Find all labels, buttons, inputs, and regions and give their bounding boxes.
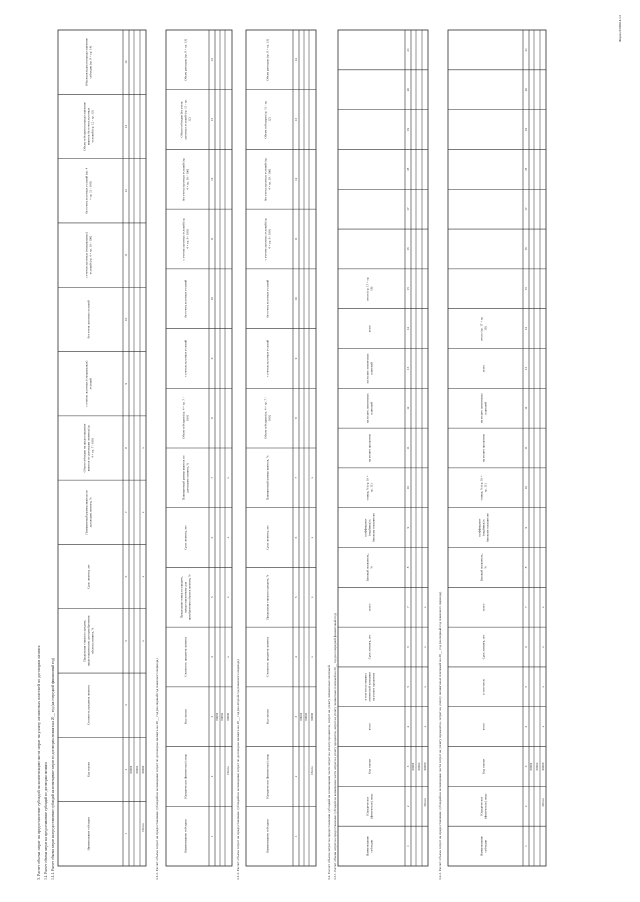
not-applicable-mark: x: [423, 606, 428, 609]
column-header: 4 × гр. 10 / 100): [185, 168, 190, 190]
column-header: Срок лизинга, лет: [183, 525, 188, 550]
column-number: 12: [124, 189, 129, 193]
column-header: без учета льготных условий: [183, 279, 188, 318]
column-number: 2: [524, 805, 529, 808]
column-number: 10: [294, 297, 299, 301]
column-number: 11: [294, 237, 299, 241]
column-header: договорам лизинга, %: [88, 497, 93, 528]
column-header: Предельная ставка по кредиту,: [82, 620, 87, 662]
column-header: 19): [369, 286, 374, 291]
column-header: Стоимость предмета лизинга: [265, 637, 270, 677]
column-number: 7: [294, 477, 299, 479]
column-header: 4 × гр. 7 / 100): [90, 438, 95, 458]
form-code-label: Форма 0506014-v3: [618, 15, 622, 42]
column-number: 7: [210, 477, 215, 479]
column-header: без учета льготных условий: [86, 300, 91, 339]
column-number: 4: [210, 656, 215, 658]
column-number: 2: [210, 775, 215, 778]
column-number: 21: [524, 48, 529, 52]
column-header: Наименование: [479, 836, 484, 857]
not-applicable-mark: x: [141, 447, 146, 449]
column-number: 5: [210, 596, 215, 599]
column-header: без учета льготных условий (гр.: [263, 157, 268, 202]
subsection-heading: 3.1. Расчет объема затрат на предоставление субсидий по договорам лизинга: [44, 762, 48, 880]
column-number: 16: [406, 247, 411, 251]
column-number: 15: [406, 287, 411, 291]
column-number: 10: [210, 297, 215, 301]
column-header: Срок лизинга, лет: [481, 634, 486, 660]
row-code: 00001: [215, 712, 220, 721]
not-applicable-mark: x: [310, 596, 315, 599]
column-number: 2: [294, 775, 299, 778]
column-header: всего: [481, 723, 486, 731]
table-frame: [58, 30, 146, 866]
row-code: 00001: [299, 712, 304, 721]
column-header: Объем субсидии (гр. 4 × гр. 7 /: [181, 397, 186, 439]
column-number: 14: [406, 326, 411, 331]
column-number: 13: [210, 117, 215, 122]
column-number: 10: [406, 486, 411, 490]
column-header: платежей: [369, 401, 374, 415]
column-number: 4: [406, 725, 411, 728]
not-applicable-mark: x: [541, 646, 546, 648]
column-header: всего: [367, 603, 372, 611]
column-number: 14: [124, 60, 129, 64]
column-header: гр. 11): [483, 483, 488, 493]
column-header: Объем субсидии на предоставление: [82, 423, 87, 473]
column-header: базовому показателю: [371, 513, 376, 543]
total-row-label: Итого: [423, 798, 428, 807]
column-number: 16: [524, 247, 529, 251]
column-number: 8: [124, 447, 129, 449]
column-header: Код строки: [367, 758, 372, 775]
column-header: Предельная ставка по кредиту, %: [265, 574, 270, 620]
not-applicable-mark: x: [541, 686, 546, 688]
column-header: 12): [187, 117, 192, 122]
column-header: (физическое) лицо: [369, 793, 374, 819]
column-number: 9: [124, 382, 129, 385]
column-number: 14: [294, 58, 299, 62]
column-header: всего: [367, 723, 372, 731]
section-heading: 3. Расчет объема затрат на предоставление субсидий на компенсацию части затрат на уплату лизинговых платежей по договорам лизинга: [36, 645, 41, 880]
column-header: договорам лизинга, %: [185, 462, 190, 493]
column-header: на уплату лизинговых: [479, 393, 484, 424]
column-number: 11: [124, 253, 129, 257]
column-header: предоставленному для: [183, 581, 188, 613]
column-header: 4 × гр. 10 / 100): [267, 168, 272, 190]
row-code: 00002: [304, 712, 309, 721]
column-number: 1: [294, 835, 299, 837]
column-number: 3: [294, 715, 299, 718]
column-number: 1: [406, 845, 411, 847]
column-number: 12: [294, 177, 299, 181]
column-header: в том числе: [481, 678, 486, 695]
column-header: 4 × гр. 9 / 100): [267, 229, 272, 249]
column-header: Наименование субсидии: [86, 817, 91, 851]
column-header: коэффициент: [477, 518, 482, 537]
column-number: 17: [524, 207, 529, 211]
column-number: 18: [524, 167, 529, 171]
column-header: условий (гр. 4 × гр. 10 / 100): [88, 235, 93, 275]
column-header: 19): [483, 326, 488, 331]
not-applicable-mark: x: [423, 646, 428, 648]
column-header: Юридическое: [365, 796, 370, 816]
column-header: Срок лизинга, лет: [265, 525, 270, 550]
column-number: 6: [406, 646, 411, 648]
column-header: 12): [267, 117, 272, 122]
total-row-code: 90000: [423, 762, 428, 771]
table-frame: [338, 30, 428, 866]
total-row-label: Итого: [541, 798, 546, 807]
column-number: 14: [210, 58, 215, 62]
not-applicable-mark: x: [423, 725, 428, 728]
column-number: 13: [124, 124, 129, 129]
column-number: 7: [124, 511, 129, 514]
column-number: 6: [294, 536, 299, 539]
row-code: 00002: [135, 765, 140, 774]
column-number: 13: [524, 366, 529, 370]
form-table-4: [327, 30, 428, 880]
column-number: 3: [406, 765, 411, 768]
total-row-label: Итого: [226, 766, 231, 775]
column-header: Код строки: [86, 761, 91, 778]
column-number: 1: [210, 835, 215, 837]
column-header: Планируемый размер авансов, %: [265, 455, 270, 501]
column-header: %: [483, 566, 488, 569]
column-header: платежей: [369, 362, 374, 375]
column-header: с учетом льготных (специальных): [84, 232, 89, 279]
column-header: без учета льготных условий: [265, 279, 270, 318]
column-number: 4: [124, 704, 129, 707]
row-code: 00001: [129, 765, 134, 774]
column-header: условий: [88, 378, 93, 390]
column-header: Срок лизинга, лет: [86, 564, 91, 589]
column-number: 12: [406, 406, 411, 410]
column-header: субсидии: [369, 839, 374, 853]
not-applicable-mark: x: [423, 686, 428, 688]
column-header: Объем расходов (гр. 8 + гр. 13): [265, 38, 270, 81]
column-header: предоставленному для приобретения: [86, 615, 91, 667]
not-applicable-mark: x: [226, 536, 231, 539]
column-header: Код строки: [265, 709, 270, 725]
column-number: 13: [294, 117, 299, 122]
column-number: 1: [124, 833, 129, 835]
column-header: ставка, % (гр. 10 ×: [365, 475, 370, 501]
column-header: Объем субсидии (гр. 4 × гр. 7 /: [263, 397, 268, 439]
column-number: 8: [294, 417, 299, 419]
column-number: 17: [406, 207, 411, 211]
column-header: Стоимость предмета лизинга: [183, 637, 188, 677]
form-table-5: [438, 30, 546, 880]
column-number: 19: [406, 127, 411, 132]
column-header: Объем расходов на предоставление: [84, 38, 89, 87]
row-code: 00002: [535, 762, 540, 771]
table-frame: [448, 30, 546, 866]
column-header: (физическое) лицо: [483, 793, 488, 819]
column-header: (надбавка) к: [481, 519, 486, 536]
column-number: 5: [294, 596, 299, 599]
column-header: с учетом льготных условий: [265, 339, 270, 377]
column-header: с учетом льготных (специальных): [84, 360, 89, 407]
column-header: в том числе затраты: [363, 673, 368, 701]
column-header: без учета льготных условий (гр.: [181, 157, 186, 202]
column-number: 2: [124, 768, 129, 771]
total-row-code: 90000: [226, 712, 231, 721]
column-header: Юридическое (физическое) лицо: [183, 753, 188, 799]
table-heading: 3.1.1. Расчет объема затрат на предоставление субсидий на возмещение затрат по договорам лизинга на 20__ год (на очередной финансовый год): [51, 657, 55, 880]
column-header: 100): [267, 415, 272, 422]
form-table-3: [236, 30, 316, 880]
column-header: ставка, % (гр. 10 ×: [479, 475, 484, 501]
column-header: льготных условий (гр. 11 - гр.: [183, 99, 188, 140]
column-header: без учета льготных условий (гр. 4: [84, 167, 89, 214]
total-row-label: Итого: [310, 766, 315, 775]
not-applicable-mark: x: [226, 596, 231, 599]
column-header: лизинговой компании: [367, 672, 372, 702]
column-header: Базовый показатель,: [365, 553, 370, 582]
column-number: 6: [210, 536, 215, 539]
column-number: 8: [524, 566, 529, 569]
column-header: субсидии: [483, 839, 488, 853]
column-number: 5: [524, 686, 529, 688]
column-number: 6: [524, 646, 529, 648]
not-applicable-mark: x: [141, 511, 146, 514]
table-subtitle: 3.2.1. Расчет объема затрат на предоставление субсидий на возмещение части затрат на уплату процентов, затрат на уплату лизинговых платежей на 20__ год (на очередной финансовый год): [333, 613, 337, 880]
column-header: Предельная ставка по кредиту,: [179, 576, 184, 619]
column-number: 7: [406, 606, 411, 609]
column-header: 100): [185, 415, 190, 422]
column-number: 8: [210, 417, 215, 419]
column-header: условий (гр. 12 - гр. 13): [90, 110, 95, 143]
column-number: 5: [406, 686, 411, 688]
total-row-code: 90000: [541, 762, 546, 771]
column-header: коэффициент: [363, 518, 368, 537]
column-header: × гр. 11 / 100): [88, 181, 93, 201]
column-header: объекта лизинга, %: [90, 627, 95, 655]
column-header: Планируемый размер авансов по: [84, 490, 89, 535]
column-header: приобретения объекта лизинга, %: [187, 574, 192, 621]
column-number: 9: [406, 526, 411, 529]
column-number: 6: [124, 575, 129, 578]
column-number: 9: [524, 526, 529, 529]
column-header: Юридическое: [479, 796, 484, 816]
column-header: платежей: [483, 401, 488, 415]
column-header: субсидии (гр. 8 + гр. 14): [88, 45, 93, 79]
not-applicable-mark: x: [541, 725, 546, 728]
column-header: базовому показателю: [485, 513, 490, 543]
column-number: 15: [524, 287, 529, 291]
column-header: Наименование субсидии: [265, 819, 270, 853]
column-number: 12: [524, 406, 529, 410]
column-header: Объем субсидии (гр. 11 - гр.: [263, 100, 268, 139]
column-header: на уплату процентов: [367, 433, 372, 463]
column-number: 10: [124, 317, 129, 321]
not-applicable-mark: x: [310, 536, 315, 539]
not-applicable-mark: x: [141, 640, 146, 642]
column-number: 20: [524, 88, 529, 92]
table-title: 3.2.2. Расчет объема затрат на предоставление субсидий на возмещение части затрат на уплату процентов, затрат на уплату лизинговых платежей на 20__ год (на первый год планового периода): [438, 591, 442, 880]
total-row-code: 90000: [310, 712, 315, 721]
column-header: с учетом льготных условий (гр.: [263, 217, 268, 261]
column-number: 4: [524, 725, 529, 728]
column-header: (надбавка) к: [367, 519, 372, 536]
column-header: Юридическое (физическое) лицо: [265, 753, 270, 799]
not-applicable-mark: x: [141, 575, 146, 578]
column-header: на уплату процентов: [481, 433, 486, 463]
column-header: всего: [481, 364, 486, 372]
column-header: Базовый показатель,: [479, 553, 484, 582]
column-number: 20: [406, 88, 411, 92]
column-header: Стоимость предмета лизинга: [86, 685, 91, 726]
column-header: на уплату лизинговых: [365, 393, 370, 424]
column-number: 11: [524, 446, 529, 450]
form-table-1: [58, 30, 146, 866]
column-header: Объем субсидии на предоставление: [82, 102, 87, 151]
total-row-label: Итого: [141, 823, 146, 832]
table-title: 3.1.2. Расчет объема затрат на предоставление субсидий на возмещение затрат по договорам лизинга на 20__ год (на первый год планового периода): [155, 658, 159, 880]
column-number: 2: [406, 805, 411, 808]
total-row-code: 90000: [141, 765, 146, 774]
column-header: итого (гр. 17 + гр.: [365, 276, 370, 301]
column-header: итого (гр. 17 + гр.: [479, 316, 484, 341]
column-number: 12: [210, 177, 215, 181]
column-number: 4: [294, 656, 299, 658]
column-header: 4 × гр. 9 / 100): [185, 229, 190, 249]
column-header: на уплату лизинговых: [365, 353, 370, 384]
not-applicable-mark: x: [310, 477, 315, 479]
column-header: Наименование: [365, 836, 370, 857]
column-header: авансов без учета льготных: [86, 107, 91, 146]
column-header: с учетом льготных условий: [183, 339, 188, 377]
column-header: Планируемый размер авансов по: [181, 455, 186, 501]
column-number: 21: [406, 48, 411, 52]
column-number: 10: [524, 486, 529, 490]
column-number: 3: [524, 765, 529, 768]
column-number: 8: [406, 566, 411, 569]
column-header: Наименование субсидии: [183, 819, 188, 853]
row-code: 00002: [220, 712, 225, 721]
row-code: 00001: [529, 762, 534, 771]
form-table-2: [155, 30, 232, 880]
row-code: 00001: [411, 762, 416, 771]
column-header: с учетом льготных условий (гр.: [181, 217, 186, 261]
column-header: Объем субсидии без учета: [179, 101, 184, 138]
column-header: всего: [481, 603, 486, 611]
column-header: %: [369, 566, 374, 569]
column-header: Срок лизинга, лет: [367, 634, 372, 660]
row-code: 00002: [417, 762, 422, 771]
column-number: 18: [406, 167, 411, 171]
not-applicable-mark: x: [226, 477, 231, 479]
column-header: на уплату процентов: [371, 672, 376, 701]
column-header: Код строки: [183, 709, 188, 725]
column-number: 1: [524, 845, 529, 847]
column-number: 11: [406, 446, 411, 450]
table-title: 3.2. Расчет объема затрат на предоставление субсидий на возмещение части затрат на уплату процентов, затрат на уплату лизинговых платежей: [327, 665, 331, 880]
table-title: 3.1.3. Расчет объема затрат на предоставление субсидий на возмещение затрат по договорам лизинга на 20__ год (на второй год планового периода): [236, 659, 240, 880]
column-number: 9: [210, 357, 215, 360]
column-header: Код строки: [481, 758, 486, 775]
not-applicable-mark: x: [541, 606, 546, 609]
column-header: всего: [367, 324, 372, 333]
column-number: 5: [124, 640, 129, 642]
column-header: гр. 11): [369, 483, 374, 493]
not-applicable-mark: x: [310, 656, 315, 658]
column-number: 13: [406, 366, 411, 370]
column-header: Объем расходов (гр. 8 + гр. 13): [183, 38, 188, 81]
column-header: авансов по договорам лизинга (гр.: [86, 424, 91, 472]
column-number: 14: [524, 326, 529, 331]
column-number: 7: [524, 606, 529, 609]
column-number: 9: [294, 357, 299, 360]
column-number: 11: [210, 237, 215, 241]
column-number: 19: [524, 127, 529, 132]
not-applicable-mark: x: [226, 656, 231, 658]
column-number: 3: [210, 715, 215, 718]
